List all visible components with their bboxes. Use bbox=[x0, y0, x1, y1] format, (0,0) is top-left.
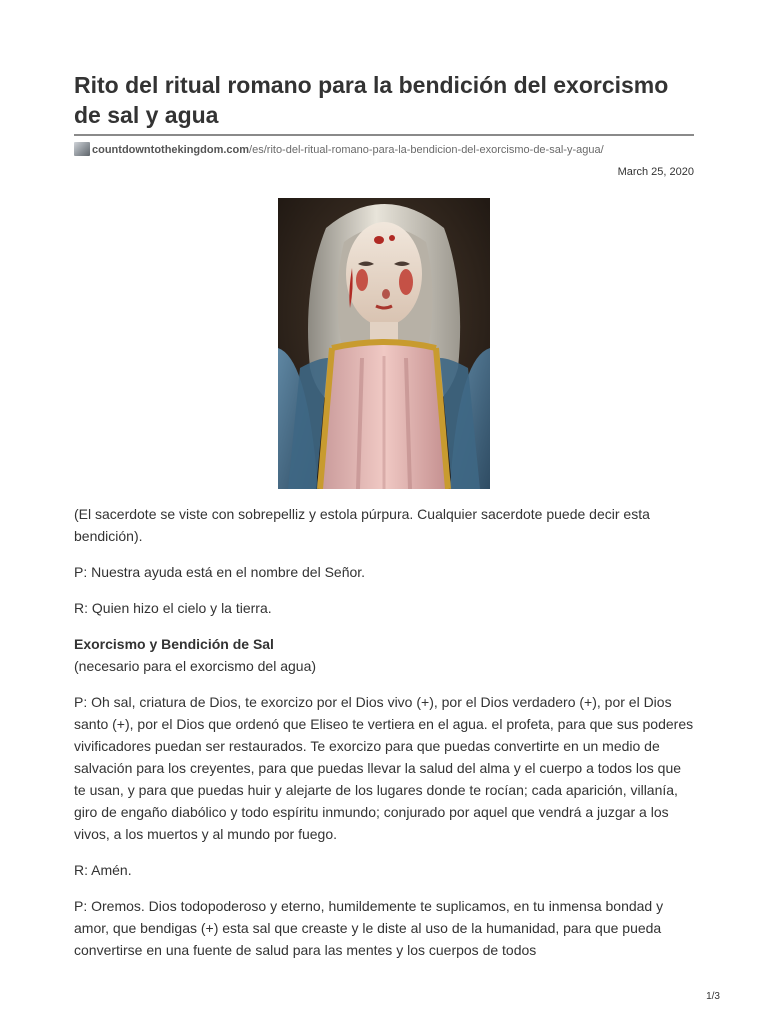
paragraph-response-1: R: Quien hizo el cielo y la tierra. bbox=[74, 600, 272, 616]
paragraph-priest-2: P: Oh sal, criatura de Dios, te exorcizo por el Dios vivo (+), por el Dios verdadero (+), por el Dios santo (+), por el Dios que ordenó que Eliseo te vertiera en el agua. el profeta, para que sus poderes vivificadores puedan ser restaurados. Te exorcizo para que puedas convertirte en un medio de salvación para los creyentes, para que puedas llevar la salud del alma y el cuerpo a todos los que te usan, y para que puedas huir y alejarte de los lugares donde te rocían; cada aparición, villanía, giro de engaño diabólico y todo espíritu inmundo; conjurado por aquel que vendrá a juzgar a los vivos, a los muertos y al mundo por fuego. bbox=[74, 694, 694, 842]
paragraph-priest-3: P: Oremos. Dios todopoderoso y eterno, humildemente te suplicamos, en tu inmensa bondad y amor, que bendigas (+) esta sal que creaste y le diste al uso de la humanidad, para que pueda convertirse en una fuente de salud para las mentes y los cuerpos de todos bbox=[74, 898, 664, 958]
paragraph-priest-1: P: Nuestra ayuda está en el nombre del Señor. bbox=[74, 564, 366, 580]
virgin-mary-statue-image bbox=[278, 198, 490, 489]
page-indicator: 1/3 bbox=[706, 991, 720, 1002]
source-path[interactable]: /es/rito-del-ritual-romano-para-la-bendicion-del-exorcismo-de-sal-y-agua/ bbox=[249, 144, 604, 156]
source-url[interactable] bbox=[74, 142, 694, 158]
article-title: Rito del ritual romano para la bendición del exorcismo de sal y agua bbox=[74, 72, 669, 128]
title-divider bbox=[74, 134, 694, 136]
paragraph-intro: (El sacerdote se viste con sobrepelliz y estola púrpura. Cualquier sacerdote puede decir esta bendición). bbox=[74, 506, 650, 544]
source-domain[interactable]: countdowntothekingdom.com bbox=[92, 144, 250, 156]
paragraph-response-2: R: Amén. bbox=[74, 862, 132, 878]
publish-date: March 25, 2020 bbox=[617, 166, 694, 178]
site-favicon-icon bbox=[74, 142, 90, 156]
section-note: (necesario para el exorcismo del agua) bbox=[74, 658, 317, 674]
article-body bbox=[74, 503, 694, 975]
section-heading: Exorcismo y Bendición de Sal bbox=[74, 636, 274, 652]
